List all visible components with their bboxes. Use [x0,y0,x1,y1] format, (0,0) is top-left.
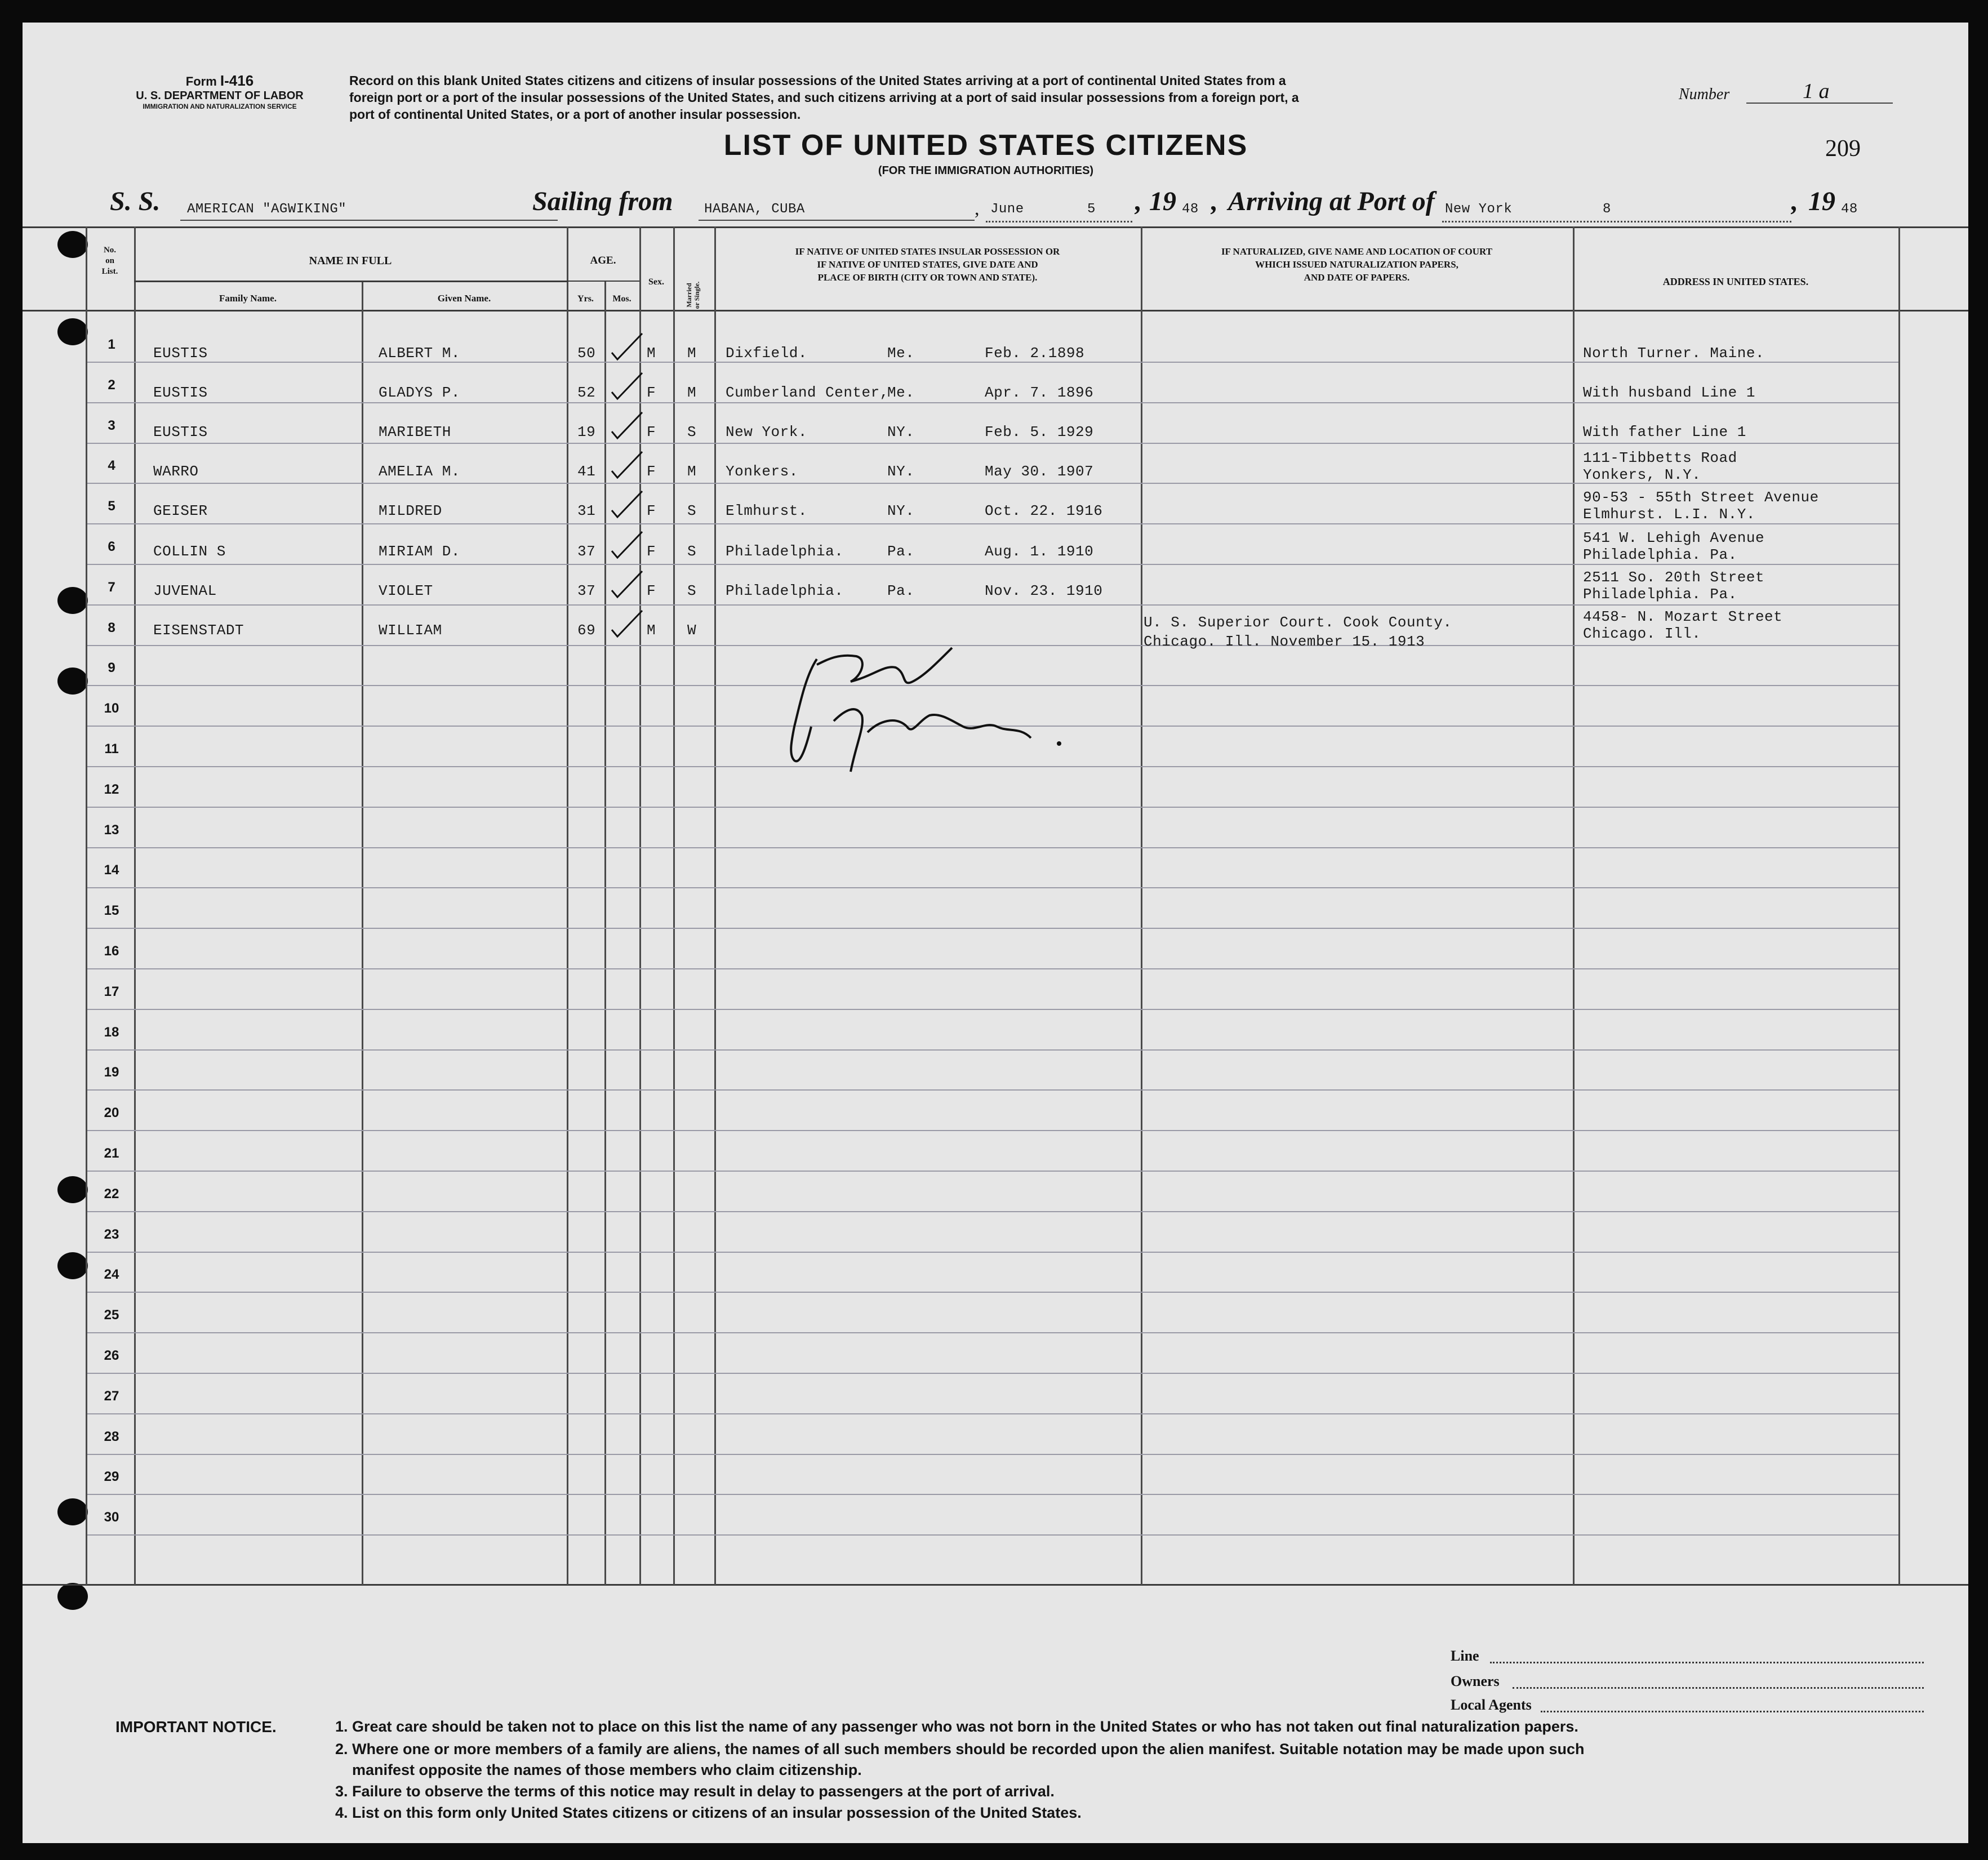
birth-state: Pa. [887,582,915,599]
line-number: 2 [108,377,115,393]
row-rule [87,928,1898,929]
header-naturalized [1141,245,1573,284]
birth-city: Elmhurst. [726,502,807,519]
row-rule [87,968,1898,969]
marital-status: S [687,543,697,560]
line-number: 3 [108,417,115,433]
col-rule [567,226,568,1585]
line-number: 6 [108,539,115,554]
marital-status: M [687,463,697,480]
header-native-line: IF NATIVE OF UNITED STATES, GIVE DATE AND [817,259,1038,270]
line-number: 16 [104,944,119,959]
age-years: 37 [577,582,596,599]
sex: F [647,463,656,480]
line-number: 5 [108,499,115,514]
birth-city: Philadelphia. [726,582,844,599]
header-address: ADDRESS IN UNITED STATES. [1662,276,1809,287]
binder-hole [57,1176,88,1203]
address-line: With father Line 1 [1583,424,1746,440]
marital-status: M [687,384,697,401]
sail-year: 48 [1182,202,1199,217]
row-rule [87,402,1898,403]
comma: , [1211,186,1218,216]
row-rule [87,362,1898,363]
row-rule [87,1494,1898,1495]
marital-status: M [687,345,697,362]
line-number: 19 [104,1065,119,1080]
ship-underline [180,220,558,221]
line-number: 25 [104,1307,119,1323]
given-name: VIOLET [379,582,433,599]
line-number: 22 [104,1186,119,1202]
notice-title: IMPORTANT NOTICE. [115,1718,277,1736]
given-name: MILDRED [379,502,442,519]
manifest-page [23,23,1968,1843]
birth-city: Dixfield. [726,345,807,362]
line-number: 27 [104,1388,119,1404]
address-line: 90-53 - 55th Street Avenue [1583,489,1819,506]
marital-status: S [687,582,697,599]
birth-city: Cumberland Center, [726,384,889,401]
row-rule [87,1413,1898,1414]
header-native-line: PLACE OF BIRTH (CITY OR TOWN AND STATE). [817,272,1038,283]
address-line: With husband Line 1 [1583,384,1755,401]
line-number: 17 [104,984,119,999]
sex: M [647,345,656,362]
header-name-in-full: NAME IN FULL [309,255,392,267]
age-subhead-rule [567,281,639,282]
ss-label: S. S. [110,186,161,216]
birth-state: Me. [887,345,915,362]
line-number: 11 [104,741,119,757]
family-name: EUSTIS [153,384,208,401]
comma: , [975,198,980,219]
given-name: MIRIAM D. [379,543,460,560]
line-number: 12 [104,781,119,797]
sex: F [647,424,656,440]
col-rule [1573,226,1575,1585]
sail-year-prefix: 19 [1149,186,1176,216]
line-number: 21 [104,1146,119,1161]
number-value: 1 a [1803,79,1830,103]
row-rule [87,1211,1898,1212]
address-line: North Turner. Maine. [1583,345,1765,362]
sex: F [647,502,656,519]
binder-hole [57,1252,88,1279]
birth-date: Aug. 1. 1910 [985,543,1094,560]
address-line: 2511 So. 20th Street [1583,569,1765,586]
row-rule [87,1089,1898,1091]
row-rule [87,523,1898,524]
form-number: I-416 [220,72,254,89]
notice-2a: 2. Where one or more members of a family are aliens, the names of all such members should be recorded upon the alien manifest. Suitable notation may be made upon such [335,1741,1585,1757]
check-mark [608,331,648,365]
record-line: port of continental United States, or a port of another insular possession. [349,107,801,122]
family-name: EUSTIS [153,345,208,362]
check-mark [608,450,648,483]
marital-status: S [687,424,697,440]
birth-date: Apr. 7. 1896 [985,384,1094,401]
row-rule [87,807,1898,808]
birth-state: NY. [887,424,915,440]
arrive-year-prefix: 19 [1808,186,1835,216]
form-subtitle: (FOR THE IMMIGRATION AUTHORITIES) [878,164,1094,177]
birth-state: NY. [887,463,915,480]
address-line: Philadelphia. Pa. [1583,586,1737,603]
binder-hole [57,1583,88,1610]
arrive-year: 48 [1841,202,1858,217]
comma: , [1135,186,1142,216]
table-bottom-rule [23,1584,1968,1586]
line-number: 26 [104,1348,119,1363]
family-name: JUVENAL [153,582,217,599]
family-name: EUSTIS [153,424,208,440]
port-from-underline [699,220,975,221]
date-dots [986,220,1132,223]
age-years: 41 [577,463,596,480]
record-line: foreign port or a port of the insular possessions of the United States, and such citizens arriving at a port of said insular possessions from a foreign port, a [349,90,1299,105]
form-id [127,72,313,110]
age-years: 31 [577,502,596,519]
address-line: Chicago. Ill. [1583,625,1701,642]
header-mos: Mos. [612,294,631,304]
col-rule [673,226,675,1585]
header-no-line: No. [103,246,117,255]
sex: M [647,622,656,639]
given-name: AMELIA M. [379,463,460,480]
notice-2b: manifest opposite the names of those members who claim citizenship. [352,1761,862,1778]
row-rule [87,887,1898,888]
line-number: 24 [104,1267,119,1283]
row-rule [87,847,1898,848]
sail-day: 5 [1087,202,1096,217]
marital-status: W [687,622,697,639]
footer-owners-label: Owners [1451,1673,1500,1689]
port-from: HABANA, CUBA [704,202,805,217]
row-rule [87,564,1898,565]
check-mark [608,489,648,523]
row-rule [87,1049,1898,1051]
footer-line-label: Line [1451,1648,1479,1664]
record-instructions [349,72,1634,123]
binder-hole [57,668,88,695]
header-married-line: or Single. [693,281,701,309]
address-line: 4458- N. Mozart Street [1583,608,1783,625]
ship-name: AMERICAN "AGWIKING" [187,202,347,217]
naturalization-place-date: Chicago. Ill. November 15. 1913 [1144,633,1425,650]
page-stamp: 209 [1825,136,1861,162]
line-number: 14 [104,862,119,878]
given-name: GLADYS P. [379,384,460,401]
line-number: 1 [108,337,115,352]
sex: F [647,543,656,560]
address-line: 111-Tibbetts Road [1583,450,1737,466]
birth-state: NY. [887,502,915,519]
department: U. S. DEPARTMENT OF LABOR [136,90,304,102]
sex: F [647,384,656,401]
row-rule [87,1252,1898,1253]
header-naturalized-line: AND DATE OF PAPERS. [1304,272,1410,283]
line-number: 28 [104,1429,119,1444]
naturalization-court: U. S. Superior Court. Cook County. [1144,614,1452,631]
row-rule [87,1130,1898,1131]
row-rule [87,1454,1898,1455]
header-married [685,267,701,323]
comma: , [1791,186,1798,216]
line-number: 8 [108,620,115,635]
line-number: 29 [104,1469,119,1485]
birth-date: Nov. 23. 1910 [985,582,1103,599]
family-name: EISENSTADT [153,622,244,639]
check-mark [608,569,648,603]
age-years: 52 [577,384,596,401]
binder-hole [57,1498,88,1525]
header-bottom-rule [23,310,1968,312]
inspector-signature [783,642,1098,789]
check-mark [608,371,648,404]
check-mark [608,608,648,642]
address-line: Elmhurst. L.I. N.Y. [1583,506,1755,523]
record-line: Record on this blank United States citizens and citizens of insular possessions of the United States arriving at a port of continental United States from a [349,73,1286,88]
port-to: New York [1445,202,1513,217]
address-line: 541 W. Lehigh Avenue [1583,529,1765,546]
header-native-line: IF NATIVE OF UNITED STATES INSULAR POSSESSION OR [795,246,1060,257]
row-rule [87,1332,1898,1333]
notice-4: 4. List on this form only United States citizens or citizens of an insular possession of the United States. [335,1804,1082,1821]
age-years: 37 [577,543,596,560]
header-no [86,245,134,277]
line-number: 9 [108,660,115,676]
check-mark [608,410,648,444]
line-number: 7 [108,579,115,595]
row-rule [87,1534,1898,1536]
given-name: ALBERT M. [379,345,460,362]
line-number: 4 [108,458,115,474]
line-number: 10 [104,701,119,717]
header-no-line: List. [101,267,118,276]
line-number: 13 [104,822,119,838]
age-years: 69 [577,622,596,639]
row-rule [87,604,1898,606]
row-rule [87,1009,1898,1010]
form-label: Form [185,74,217,88]
arriving-label: Arriving at Port of [1228,186,1435,216]
given-name: WILLIAM [379,622,442,639]
address-line: Philadelphia. Pa. [1583,546,1737,563]
line-number: 20 [104,1105,119,1121]
footer-agents-label: Local Agents [1451,1697,1532,1713]
line-number: 18 [104,1024,119,1040]
birth-date: Oct. 22. 1916 [985,502,1103,519]
signature-text: J. Jones Pg. 1750 Py. [783,642,788,643]
col-rule [714,226,716,1585]
header-family: Family Name. [219,293,277,304]
form-title: LIST OF UNITED STATES CITIZENS [723,129,1248,162]
address-line: Yonkers, N.Y. [1583,466,1701,483]
header-no-line: on [105,256,114,265]
marital-status: S [687,502,697,519]
birth-state: Pa. [887,543,915,560]
col-rule [1141,226,1142,1585]
age-years: 19 [577,424,596,440]
col-rule [362,282,363,1585]
birth-city: New York. [726,424,807,440]
header-age: AGE. [590,255,616,266]
line-number: 15 [104,903,119,919]
row-rule [87,1292,1898,1293]
name-subhead-rule [134,281,568,282]
check-mark [608,529,648,563]
row-rule [87,1171,1898,1172]
birth-date: Feb. 2.1898 [985,345,1085,362]
birth-city: Philadelphia. [726,543,844,560]
notice-1: 1. Great care should be taken not to place on this list the name of any passenger who was not born in the United States or who has not taken out final naturalization papers. [335,1718,1578,1735]
row-rule [87,443,1898,444]
family-name: COLLIN S [153,543,226,560]
port-to-dots [1442,220,1791,223]
header-naturalized-line: WHICH ISSUED NATURALIZATION PAPERS, [1255,259,1458,270]
binder-hole [57,318,88,345]
sex: F [647,582,656,599]
header-native [714,245,1141,284]
binder-hole [57,231,88,258]
arrive-day: 8 [1603,202,1611,217]
binder-hole [57,587,88,614]
sail-month: June [990,202,1024,217]
family-name: GEISER [153,502,208,519]
sailing-label: Sailing from [532,186,673,216]
col-rule [86,226,87,1585]
birth-city: Yonkers. [726,463,798,480]
header-sex: Sex. [648,277,664,287]
line-number: 30 [104,1510,119,1525]
footer-agents-field [1541,1711,1924,1712]
header-naturalized-line: IF NATURALIZED, GIVE NAME AND LOCATION OF COURT [1221,246,1493,257]
col-rule [1898,226,1900,1585]
header-married-line: Married [685,283,693,308]
notice-3: 3. Failure to observe the terms of this notice may result in delay to passengers at the port of arrival. [335,1783,1055,1800]
footer-owners-field [1513,1687,1924,1689]
header-yrs: Yrs. [577,294,594,304]
birth-state: Me. [887,384,915,401]
col-rule [604,282,606,1585]
line-number: 23 [104,1226,119,1242]
table-top-rule [23,226,1968,228]
footer-line-field [1490,1662,1924,1663]
age-years: 50 [577,345,596,362]
service: IMMIGRATION AND NATURALIZATION SERVICE [143,103,297,110]
given-name: MARIBETH [379,424,451,440]
number-label: Number [1679,86,1730,103]
header-given: Given Name. [437,293,491,304]
birth-date: May 30. 1907 [985,463,1094,480]
family-name: WARRO [153,463,199,480]
row-rule [87,1373,1898,1374]
birth-date: Feb. 5. 1929 [985,424,1094,440]
col-rule [134,226,136,1585]
